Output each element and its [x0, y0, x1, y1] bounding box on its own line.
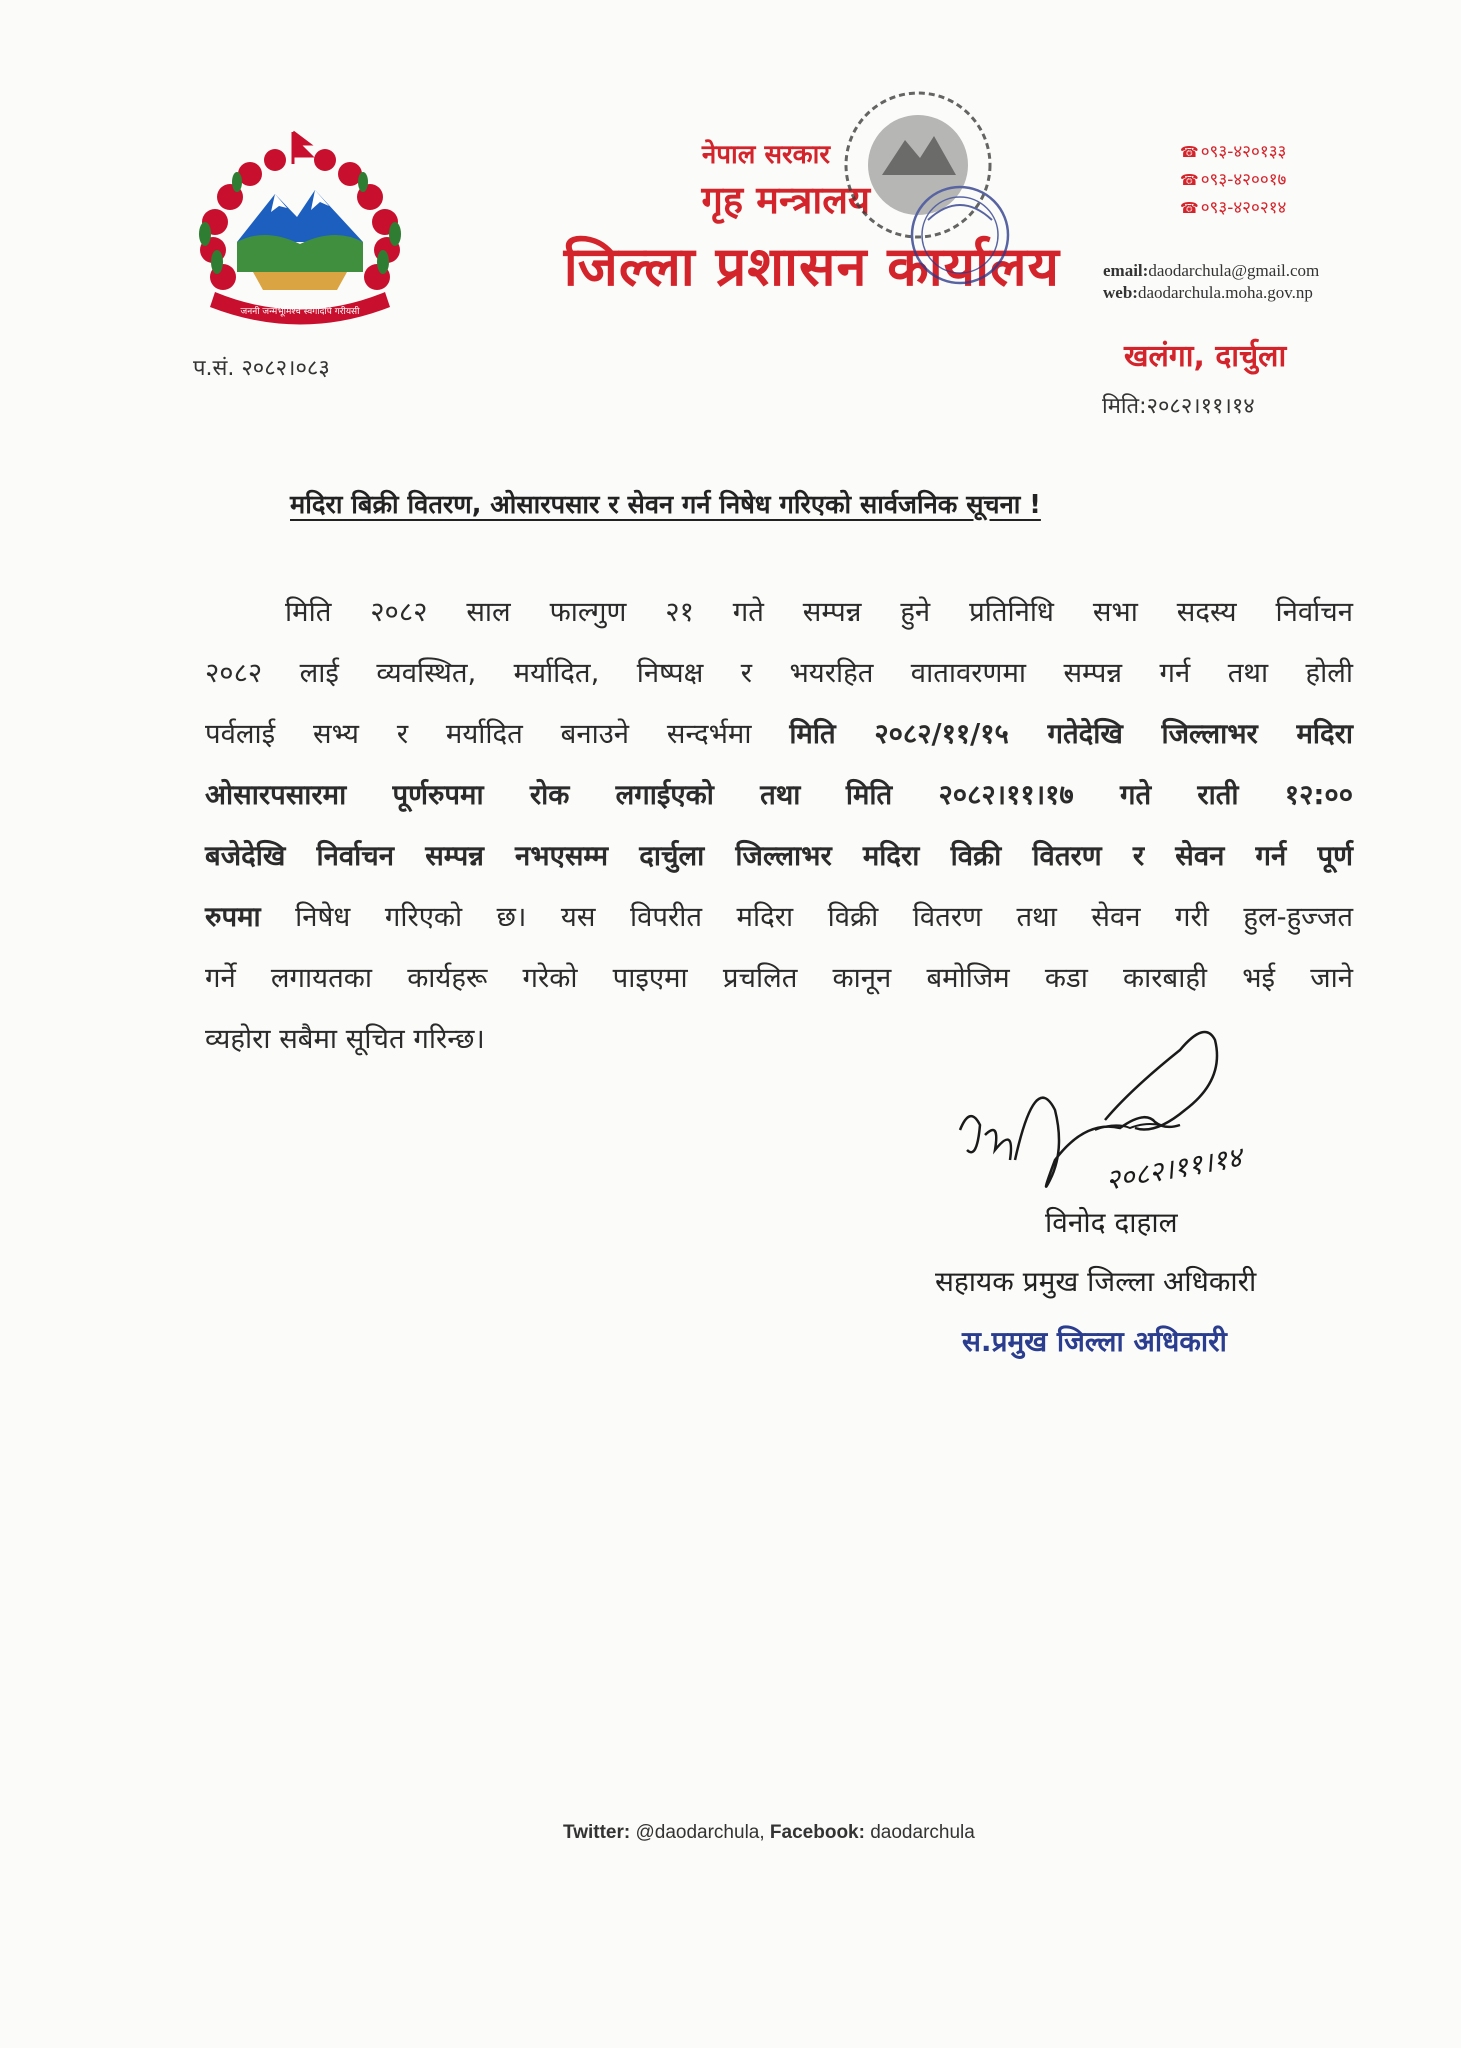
handwritten-signature: [955, 1010, 1325, 1230]
signatory-name: विनोद दाहाल: [1045, 1206, 1178, 1239]
email-line: email:daodarchula@gmail.com: [1103, 261, 1320, 280]
notice-body: [205, 582, 1353, 1070]
telephone-icon: ☎: [1180, 171, 1199, 189]
body-line: रुपमा निषेध गरिएको छ। यस विपरीत मदिरा विक्री वितरण तथा सेवन गरी हुल-हुज्जत: [205, 901, 1353, 933]
telephone-icon: ☎: [1180, 143, 1199, 161]
phone-list: [1180, 138, 1286, 222]
notice-title: मदिरा बिक्री वितरण, ओसारपसार र सेवन गर्न निषेध गरिएको सार्वजनिक सूचना !: [290, 490, 1041, 520]
nepal-emblem-icon: [175, 122, 425, 332]
office-name: जिल्ला प्रशासन कार्यालय: [563, 235, 1060, 298]
phone-number-1: ☎ ०९३-४२०१३३: [1180, 142, 1287, 162]
reference-number: प.सं. २०८२।०८३: [193, 356, 330, 381]
facebook-handle[interactable]: daodarchula: [870, 1822, 975, 1843]
phone-number-2: ☎ ०९३-४२००१७: [1180, 170, 1287, 190]
email-link[interactable]: daodarchula@gmail.com: [1148, 261, 1320, 280]
svg-text:जननी जन्मभूमिश्च स्वर्गादपि गर: जननी जन्मभूमिश्च स्वर्गादपि गरीयसी: [240, 307, 360, 317]
letter-date: मिति:२०८२।११।१४: [1102, 394, 1255, 419]
signatory-designation: सहायक प्रमुख जिल्ला अधिकारी: [935, 1265, 1257, 1298]
web-link[interactable]: daodarchula.moha.gov.np: [1137, 283, 1313, 302]
contact-info: [1103, 260, 1319, 304]
body-line: बजेदेखि निर्वाचन सम्पन्न नभएसम्म दार्चुला जिल्लाभर मदिरा विक्री वितरण र सेवन गर्न पूर्ण: [205, 840, 1353, 872]
body-line: २०८२ लाई व्यवस्थित, मर्यादित, निष्पक्ष र भयरहित वातावरणमा सम्पन्न गर्न तथा होली: [205, 657, 1353, 689]
body-line: मिति २०८२ साल फाल्गुण २१ गते सम्पन्न हुने प्रतिनिधि सभा सदस्य निर्वाचन: [285, 596, 1353, 628]
office-location: खलंगा, दार्चुला: [1124, 339, 1287, 374]
web-line: web:daodarchula.moha.gov.np: [1103, 283, 1313, 302]
social-footer: Twitter: @daodarchula, Facebook: daodarchula: [563, 1822, 975, 1843]
body-line: गर्ने लगायतका कार्यहरू गरेको पाइएमा प्रचलित कानून बमोजिम कडा कारबाही भई जाने: [205, 962, 1353, 994]
telephone-icon: ☎: [1180, 199, 1199, 217]
body-line: व्यहोरा सबैमा सूचित गरिन्छ।: [205, 1023, 485, 1055]
office-seal-icon: [810, 70, 1025, 285]
body-line: पर्वलाई सभ्य र मर्यादित बनाउने सन्दर्भमा मिति २०८२/११/१५ गतेदेखि जिल्लाभर मदिरा: [205, 718, 1353, 750]
designation-stamp: स.प्रमुख जिल्ला अधिकारी: [962, 1325, 1227, 1358]
body-line: ओसारपसारमा पूर्णरुपमा रोक लगाईएको तथा मिति २०८२।११।१७ गते राती १२:००: [205, 779, 1353, 811]
government-name: नेपाल सरकार: [701, 140, 830, 170]
ministry-name: गृह मन्त्रालय: [701, 178, 870, 222]
twitter-handle[interactable]: @daodarchula: [635, 1822, 760, 1843]
phone-number-3: ☎ ०९३-४२०२१४: [1180, 198, 1287, 218]
signature-date: २०८२।११।१४: [1102, 1140, 1245, 1197]
